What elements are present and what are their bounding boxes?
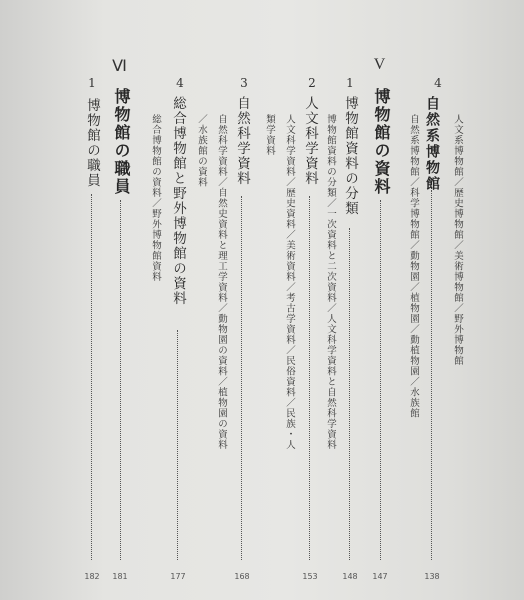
section-number: 4 [176,76,184,90]
leader-dots [309,196,311,560]
page-number: 181 [112,572,128,581]
subsection-list: 総合博物館の資料／野外博物館資料 [150,114,161,282]
subsection-list: 人文科学資料／歴史資料／美術資料／考古学資料／民俗資料／民族・人 [284,114,295,450]
page-number: 147 [372,572,388,581]
section-title: 自然系博物館 [424,96,440,192]
section-title: 人文科学資料 [302,96,318,186]
section-number: 3 [240,76,248,90]
section-title: 博物館資料の分類 [342,96,358,216]
section-number: 4 [434,76,442,90]
chapter-title: 博物館の職員 [112,88,131,196]
page-number: 138 [424,572,440,581]
leader-dots [120,200,122,560]
page-number: 168 [234,572,250,581]
section-title: 博物館の職員 [84,98,100,188]
page-number: 177 [170,572,186,581]
subsection-list: 博物館資料の分類／一次資料と二次資料／人文科学資料と自然科学資料 [325,114,336,450]
leader-dots [380,200,382,560]
page-number: 148 [342,572,358,581]
chapter-title: 博物館の資料 [372,88,391,196]
leader-dots [349,228,351,560]
subsection-list: 自然科学資料／自然史資料と理工学資料／動物園の資料／植物園の資料 [216,114,227,450]
section-number: 1 [346,76,354,90]
leader-dots [431,190,433,560]
page-number: 182 [84,572,100,581]
leader-dots [177,330,179,560]
subsection-list: 類学資料 [264,114,275,156]
section-title: 総合博物館と野外博物館の資料 [170,96,186,306]
section-number: 2 [308,76,316,90]
chapter-numeral: V [373,56,387,73]
subsection-list: 人文系博物館／歴史博物館／美術博物館／野外博物館 [452,114,463,366]
section-title: 自然科学資料 [234,96,250,186]
subsection-list: 自然系博物館／科学博物館／動物園／植物園／動植物園／水族館 [408,114,419,419]
leader-dots [241,196,243,560]
chapter-numeral: Ⅵ [112,58,128,75]
section-number: 1 [88,76,96,90]
subsection-list: ／水族館の資料 [196,114,207,188]
leader-dots [91,194,93,560]
page-number: 153 [302,572,318,581]
